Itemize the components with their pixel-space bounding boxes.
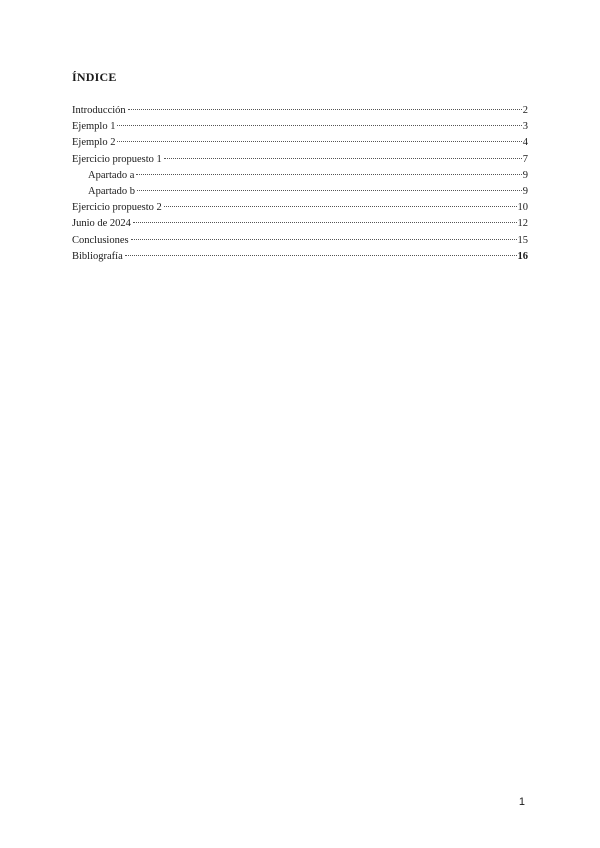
toc-entry-page: 9 xyxy=(522,169,528,181)
toc-entry-apartado-a[interactable] xyxy=(72,168,528,184)
toc-entry-title: Ejercicio propuesto 1 xyxy=(72,153,162,165)
toc-entry-title: Ejemplo 2 xyxy=(72,137,116,149)
toc-entry-page: 15 xyxy=(517,234,528,246)
toc-dot-leader xyxy=(137,190,522,191)
toc-dot-leader xyxy=(128,109,522,110)
toc-entry-ejemplo-1[interactable] xyxy=(72,119,528,135)
toc-entry-ejemplo-2[interactable] xyxy=(72,135,528,151)
toc-heading: ÍNDICE xyxy=(72,70,117,84)
toc-entry-page: 7 xyxy=(522,153,528,165)
toc-entry-title: Bibliografía xyxy=(72,250,123,262)
toc-entry-title: Introducción xyxy=(72,105,126,116)
toc-entry-junio-2024[interactable] xyxy=(72,216,528,232)
page-number: 1 xyxy=(518,796,525,808)
toc-entry-page: 3 xyxy=(522,121,528,133)
toc-entry-apartado-b[interactable] xyxy=(72,184,528,200)
toc-entry-title: Conclusiones xyxy=(72,234,129,246)
toc-entry-title: Apartado a xyxy=(88,169,135,181)
toc-dot-leader xyxy=(117,141,521,142)
toc-entry-page: 10 xyxy=(517,202,528,214)
toc-dot-leader xyxy=(117,125,521,126)
toc-entry-title: Apartado b xyxy=(88,185,135,197)
toc-dot-leader xyxy=(164,206,517,207)
toc-entry-title: Junio de 2024 xyxy=(72,218,131,230)
toc-entry-page: 16 xyxy=(517,250,528,262)
toc-dot-leader xyxy=(136,174,521,175)
toc-entry-ejercicio-propuesto-1[interactable] xyxy=(72,152,528,168)
toc-dot-leader xyxy=(133,222,517,223)
toc-dot-leader xyxy=(164,158,522,159)
toc-dot-leader xyxy=(125,255,517,256)
toc-entry-title: Ejemplo 1 xyxy=(72,121,116,133)
toc-entry-page: 9 xyxy=(522,185,528,197)
toc-entry-bibliografia[interactable] xyxy=(72,249,528,265)
toc-entry-title: Ejercicio propuesto 2 xyxy=(72,202,162,214)
toc-entry-page: 4 xyxy=(522,137,528,149)
table-of-contents xyxy=(72,103,528,265)
toc-entry-ejercicio-propuesto-2[interactable] xyxy=(72,200,528,216)
toc-entry-conclusiones[interactable] xyxy=(72,233,528,249)
toc-entry-introduccion[interactable] xyxy=(72,103,528,119)
toc-entry-page: 12 xyxy=(517,218,528,230)
toc-entry-page: 2 xyxy=(522,105,528,116)
toc-dot-leader xyxy=(131,239,517,240)
